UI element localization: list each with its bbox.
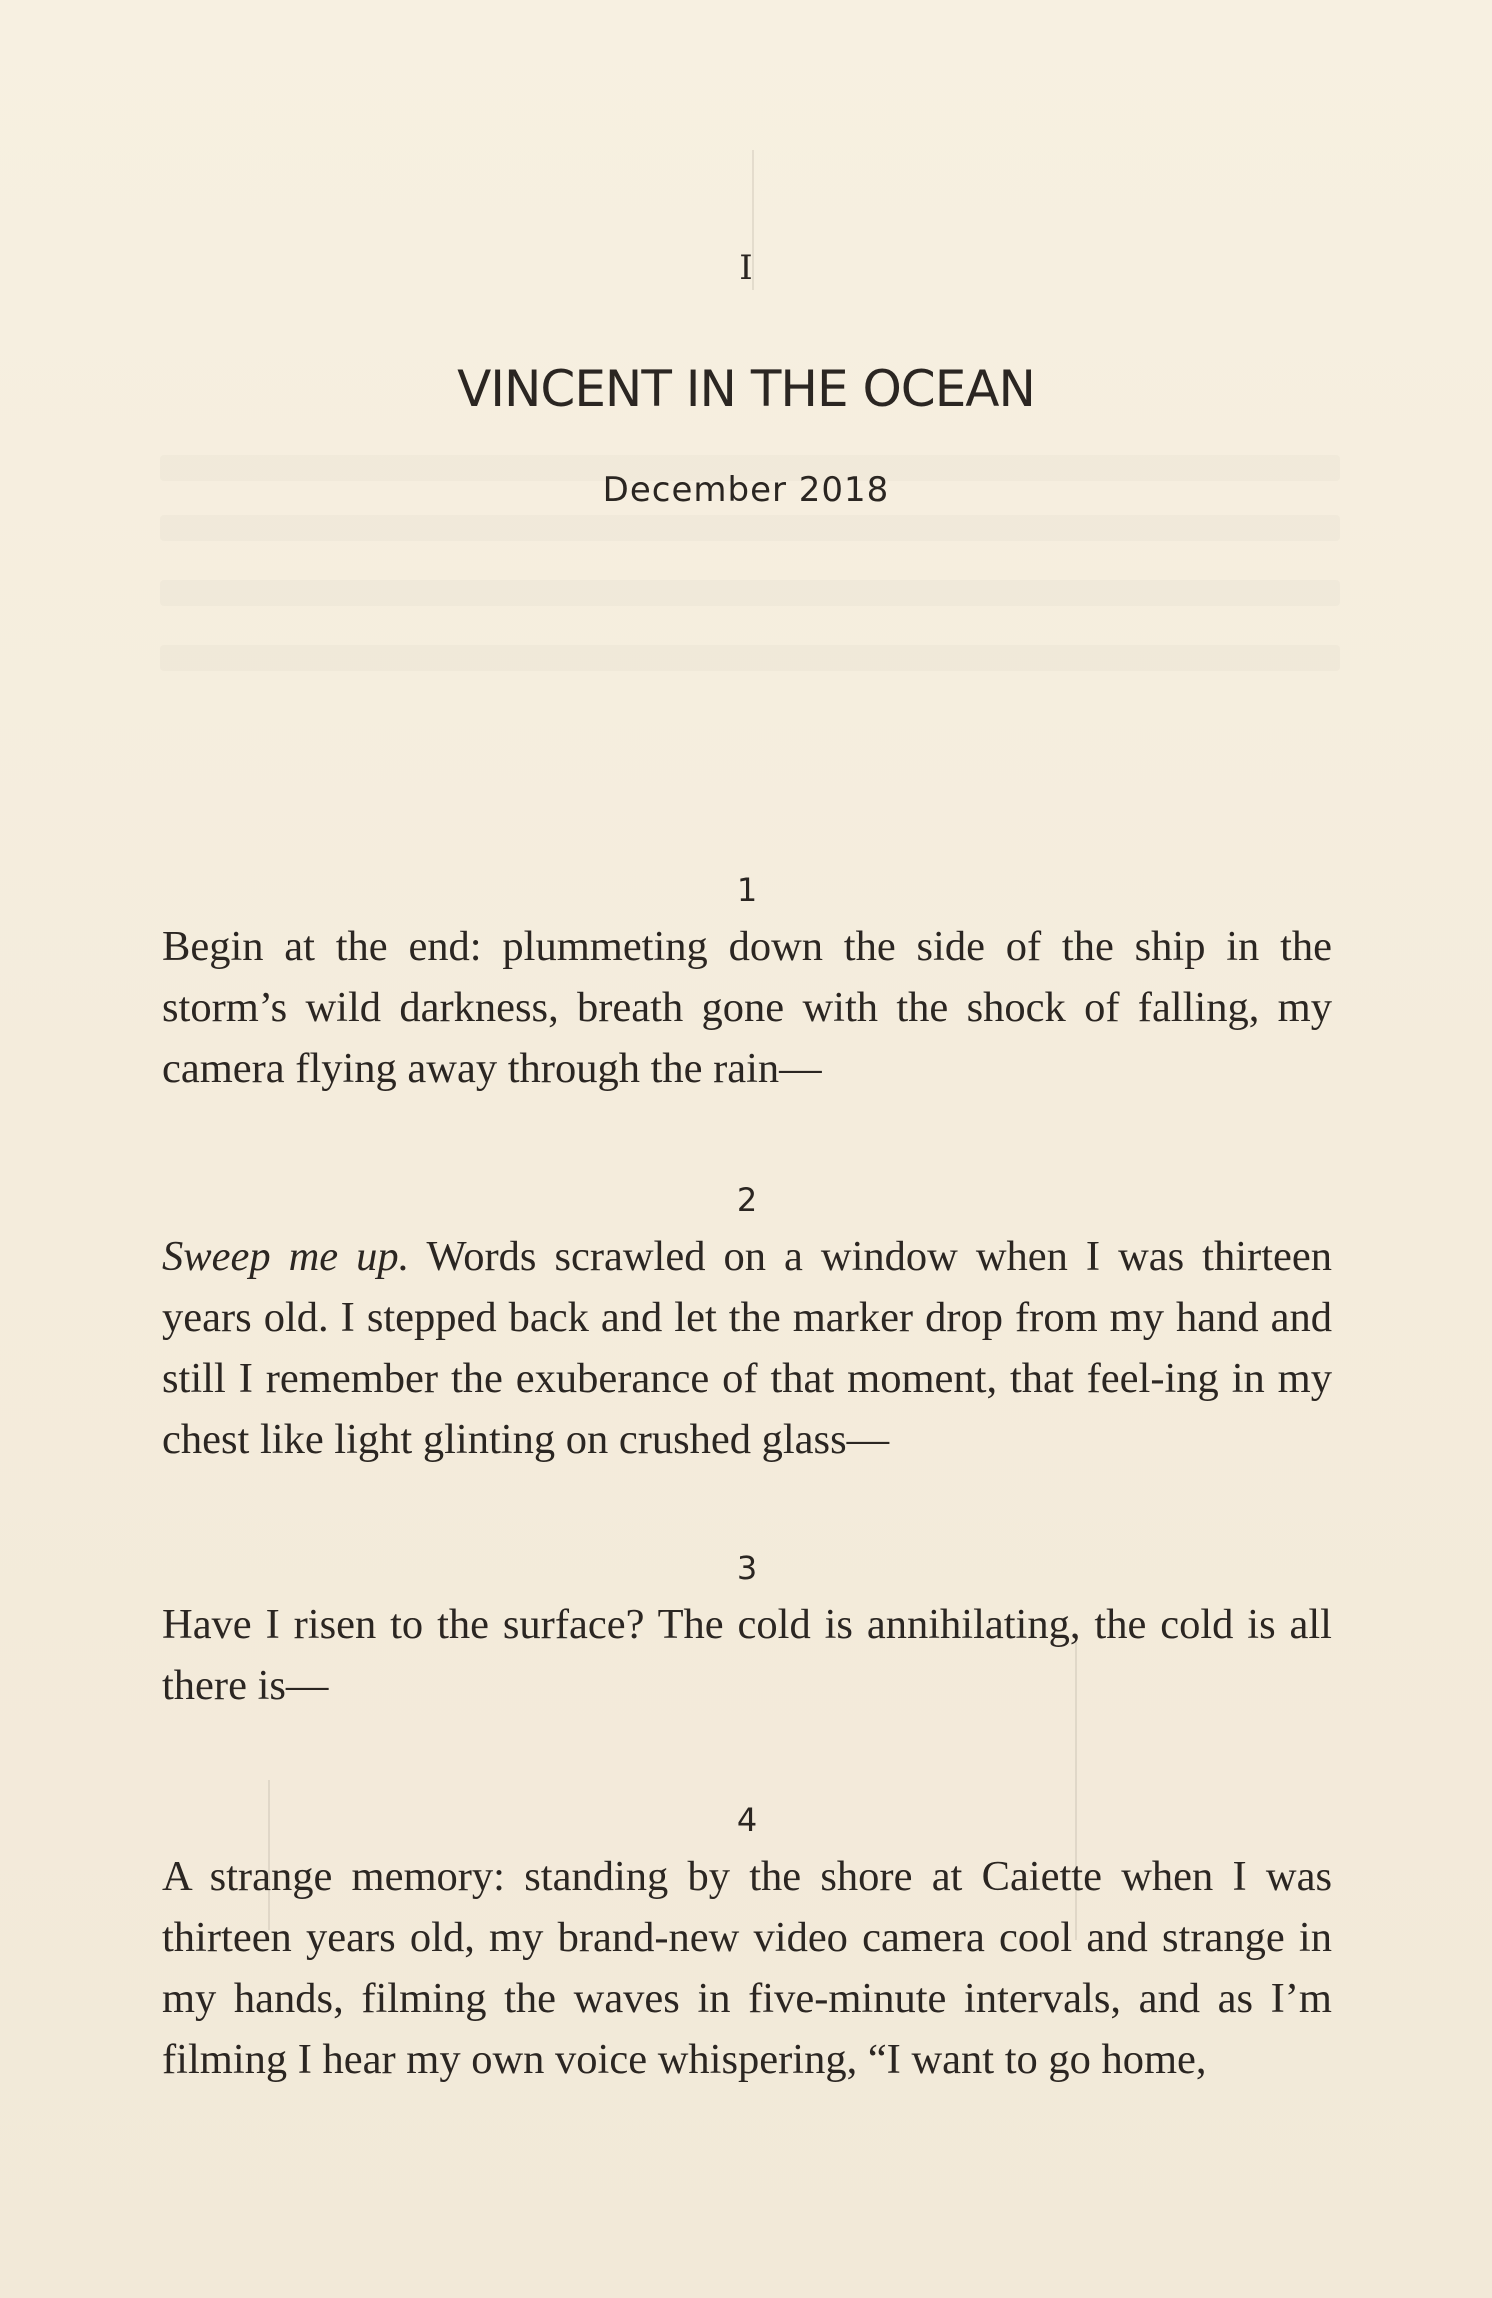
section-1 bbox=[162, 870, 1332, 1099]
section-number: 4 bbox=[736, 1801, 758, 1839]
section-2 bbox=[162, 1180, 1332, 1470]
section-text: Have I risen to the surface? The cold is annihilating, the cold is all there is— bbox=[162, 1601, 1332, 1709]
section-text: A strange memory: standing by the shore at Caiette when I was thirteen years old, my brand-new video camera cool and strange in my hands, filming the waves in five-minute intervals, and as I’m filming I hear my own voice whispering, “I want to go home, bbox=[162, 1853, 1332, 2083]
section-emphasis: Sweep me up. bbox=[162, 1233, 410, 1280]
part-title: VINCENT IN THE OCEAN bbox=[457, 360, 1035, 418]
section-body: Words scrawled on a window when I was thirteen years old. I stepped back and let the marker drop from my hand and still I remember the exuberance of that moment, that feel-ing in my chest like light glinting on crushed glass— bbox=[162, 1233, 1332, 1463]
section-number: 3 bbox=[736, 1549, 758, 1587]
section-number: 2 bbox=[736, 1181, 758, 1219]
show-through-shadow bbox=[160, 645, 1340, 671]
section-3 bbox=[162, 1548, 1332, 1716]
part-date: December 2018 bbox=[602, 470, 890, 510]
show-through-shadow bbox=[160, 515, 1340, 541]
section-number: 1 bbox=[736, 871, 758, 909]
show-through-shadow bbox=[160, 580, 1340, 606]
section-text: Begin at the end: plummeting down the side of the ship in the storm’s wild darkness, breath gone with the shock of falling, my camera flying away through the rain— bbox=[162, 923, 1332, 1092]
section-4 bbox=[162, 1800, 1332, 2090]
section-text bbox=[162, 1226, 1332, 1470]
part-number: I bbox=[739, 248, 753, 288]
